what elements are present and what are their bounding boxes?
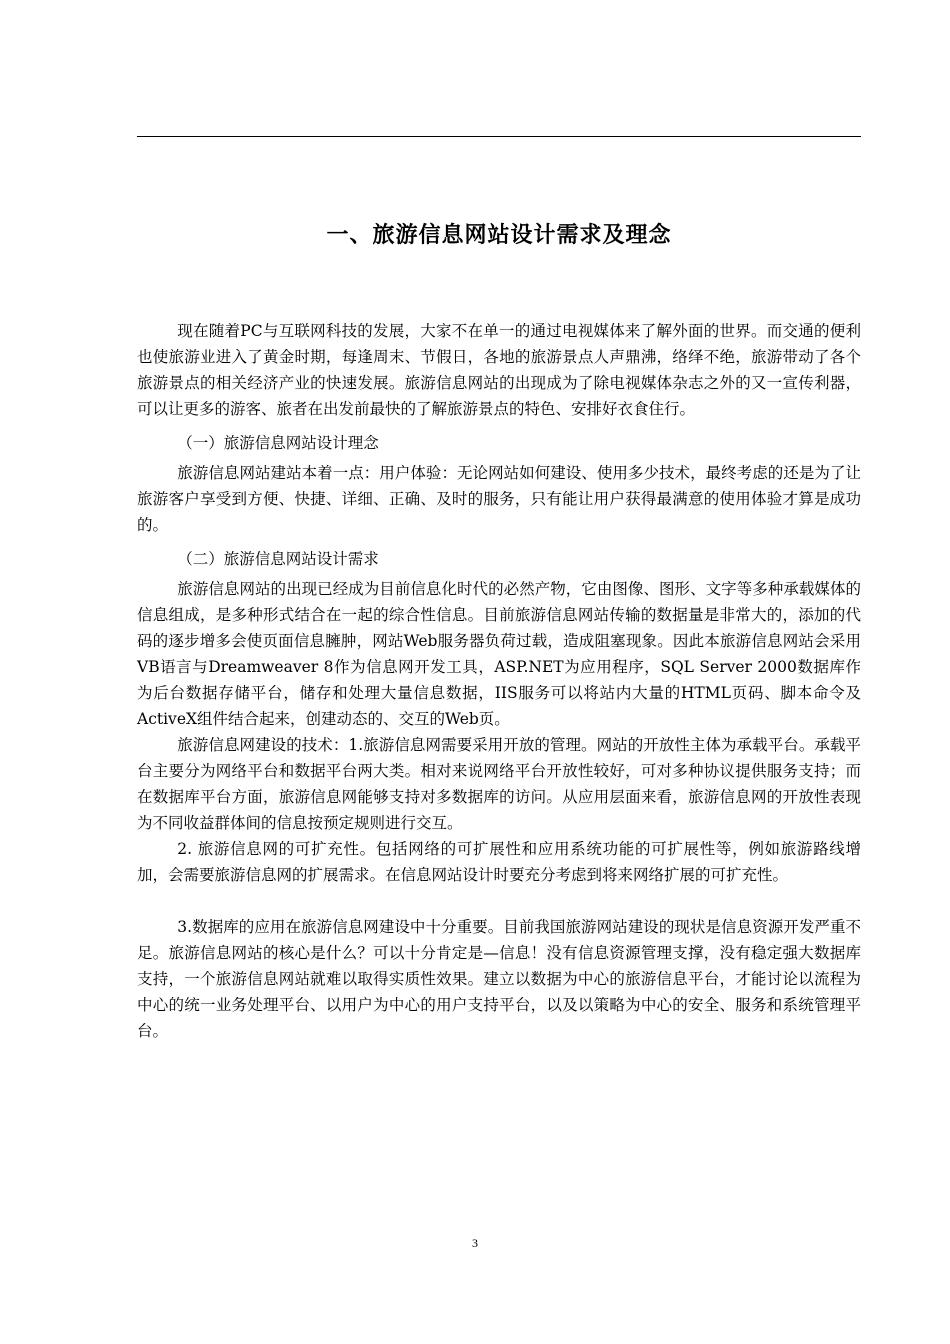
paragraph-concept: 旅游信息网站建站本着一点：用户体验：无论网站如何建设、使用多少技术，最终考虑的还是为了让旅游客户享受到方便、快捷、详细、正确、及时的服务，只有能让用户获得最满意的使用体验才算是成功的。	[137, 464, 861, 534]
body-text	[137, 318, 861, 1044]
subheading-concept: （一）旅游信息网站设计理念	[177, 434, 379, 452]
paragraph-tech: 旅游信息网建设的技术：1.旅游信息网需要采用开放的管理。网站的开放性主体为承载平台。承载平台主要分为网络平台和数据平台两大类。相对来说网络平台开放性较好，可对多种协议提供服务支持；而在数据库平台方面，旅游信息网能够支持对多数据库的访问。从应用层面来看，旅游信息网的开放性表现为不同收益群体间的信息按预定规则进行交互。	[137, 736, 861, 832]
section-title: 一、旅游信息网站设计需求及理念	[326, 223, 672, 248]
paragraph-point-2: 2. 旅游信息网的可扩充性。包括网络的可扩展性和应用系统功能的可扩展性等，例如旅游路线增加，会需要旅游信息网的扩展需求。在信息网站设计时要充分考虑到将来网络扩展的可扩充性。	[137, 840, 861, 884]
paragraph-requirement: 旅游信息网站的出现已经成为目前信息化时代的必然产物，它由图像、图形、文字等多种承载媒体的信息组成，是多种形式结合在一起的综合性信息。目前旅游信息网站传输的数据量是非常大的，添加的代码的逐步增多会使页面信息臃肿，网站Web服务器负荷过载，造成阻塞现象。因此本旅游信息网站会采用VB语言与Dreamweaver 8作为信息网开发工具，ASP.NET为应用程序，SQL Server 2000数据库作为后台数据存储平台，储存和处理大量信息数据，IIS服务可以将站内大量的HTML页码、脚本命令及ActiveX组件结合起来，创建动态的、交互的Web页。	[137, 580, 861, 728]
header-rule	[137, 136, 861, 137]
subheading-requirement: （二）旅游信息网站设计需求	[177, 550, 379, 568]
paragraph-point-3: 3.数据库的应用在旅游信息网建设中十分重要。目前我国旅游网站建设的现状是信息资源开发严重不足。旅游信息网站的核心是什么？可以十分肯定是—信息！没有信息资源管理支撑，没有稳定强大数据库支持，一个旅游信息网站就难以取得实质性效果。建立以数据为中心的旅游信息平台，才能讨论以流程为中心的统一业务处理平台、以用户为中心的用户支持平台，以及以策略为中心的安全、服务和系统管理平台。	[137, 918, 861, 1040]
page-number: 3	[472, 1236, 478, 1250]
paragraph-intro: 现在随着PC与互联网科技的发展，大家不在单一的通过电视媒体来了解外面的世界。而交通的便利也使旅游业进入了黄金时期，每逢周末、节假日，各地的旅游景点人声鼎沸，络绎不绝，旅游带动了各个旅游景点的相关经济产业的快速发展。旅游信息网站的出现成为了除电视媒体杂志之外的又一宣传利器，可以让更多的游客、旅者在出发前最快的了解旅游景点的特色、安排好衣食住行。	[137, 322, 861, 418]
